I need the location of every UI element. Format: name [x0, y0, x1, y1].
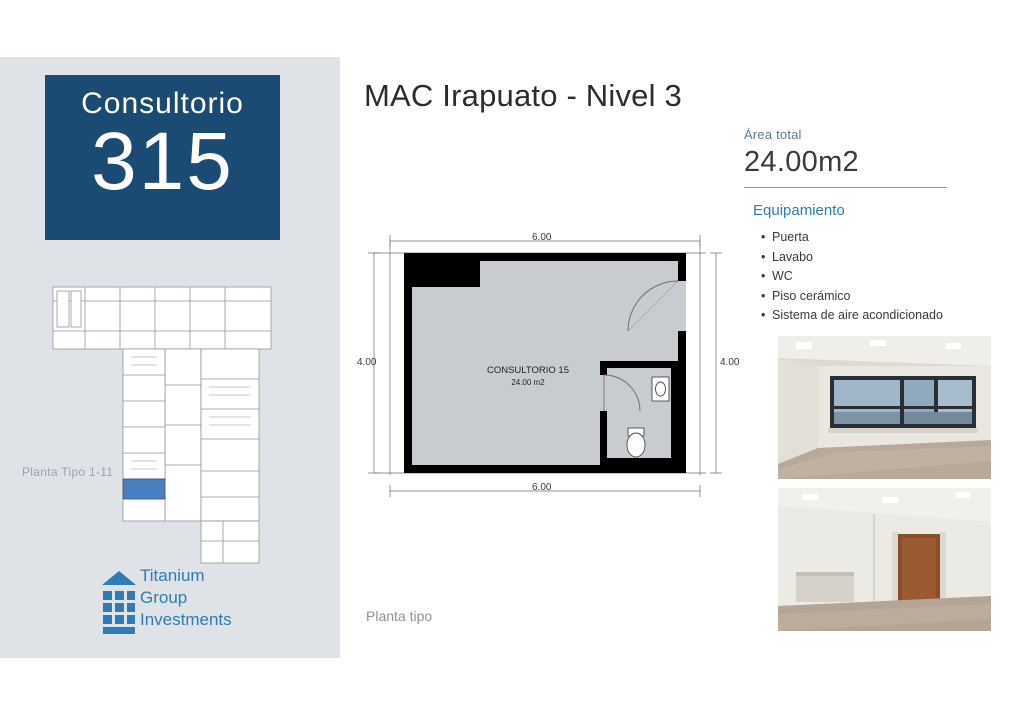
- area-divider: [744, 187, 947, 188]
- area-total-value: 24.00m2: [744, 146, 859, 178]
- list-item: • Sistema de aire acondicionado: [772, 306, 943, 326]
- page-title: MAC Irapuato - Nivel 3: [364, 78, 682, 113]
- keyplan-caption: Planta Tipo 1-11: [22, 465, 114, 479]
- logo-line-2: Group: [140, 588, 188, 607]
- keyplan-highlighted-unit: [123, 479, 165, 499]
- logo-line-3: Investments: [140, 610, 232, 629]
- list-item: • Lavabo: [772, 248, 943, 268]
- area-total-block: [744, 127, 949, 188]
- dimension-bottom: 6.00: [532, 482, 552, 493]
- list-item: • WC: [772, 267, 943, 287]
- dimension-left: 4.00: [357, 357, 377, 368]
- consultorio-badge-number: 315: [91, 116, 234, 207]
- equipamiento-title: Equipamiento: [753, 202, 845, 219]
- dimension-top: 6.00: [532, 232, 552, 243]
- consultorio-badge-word: Consultorio: [81, 87, 244, 120]
- sidebar: [0, 57, 340, 658]
- unit-floorplan: [357, 225, 740, 525]
- equipamiento-list: [758, 228, 943, 326]
- logo-line-1: Titanium: [140, 566, 205, 585]
- plan-room-area: 24.00 m2: [511, 378, 545, 387]
- plan-caption: Planta tipo: [366, 608, 433, 624]
- area-total-label: Área total: [744, 127, 802, 142]
- dimension-right: 4.00: [720, 357, 740, 368]
- list-item: • Piso cerámico: [772, 287, 943, 307]
- keyplan-diagram: [45, 275, 295, 575]
- company-logo: [100, 565, 300, 655]
- consultorio-badge: [45, 75, 280, 240]
- interior-photo-door: [778, 488, 991, 631]
- interior-photo-window: [778, 336, 991, 479]
- titanium-logo-icon: [100, 569, 138, 639]
- plan-room-name: CONSULTORIO 15: [486, 365, 570, 376]
- list-item: • Puerta: [772, 228, 943, 248]
- company-logo-text: [140, 565, 232, 631]
